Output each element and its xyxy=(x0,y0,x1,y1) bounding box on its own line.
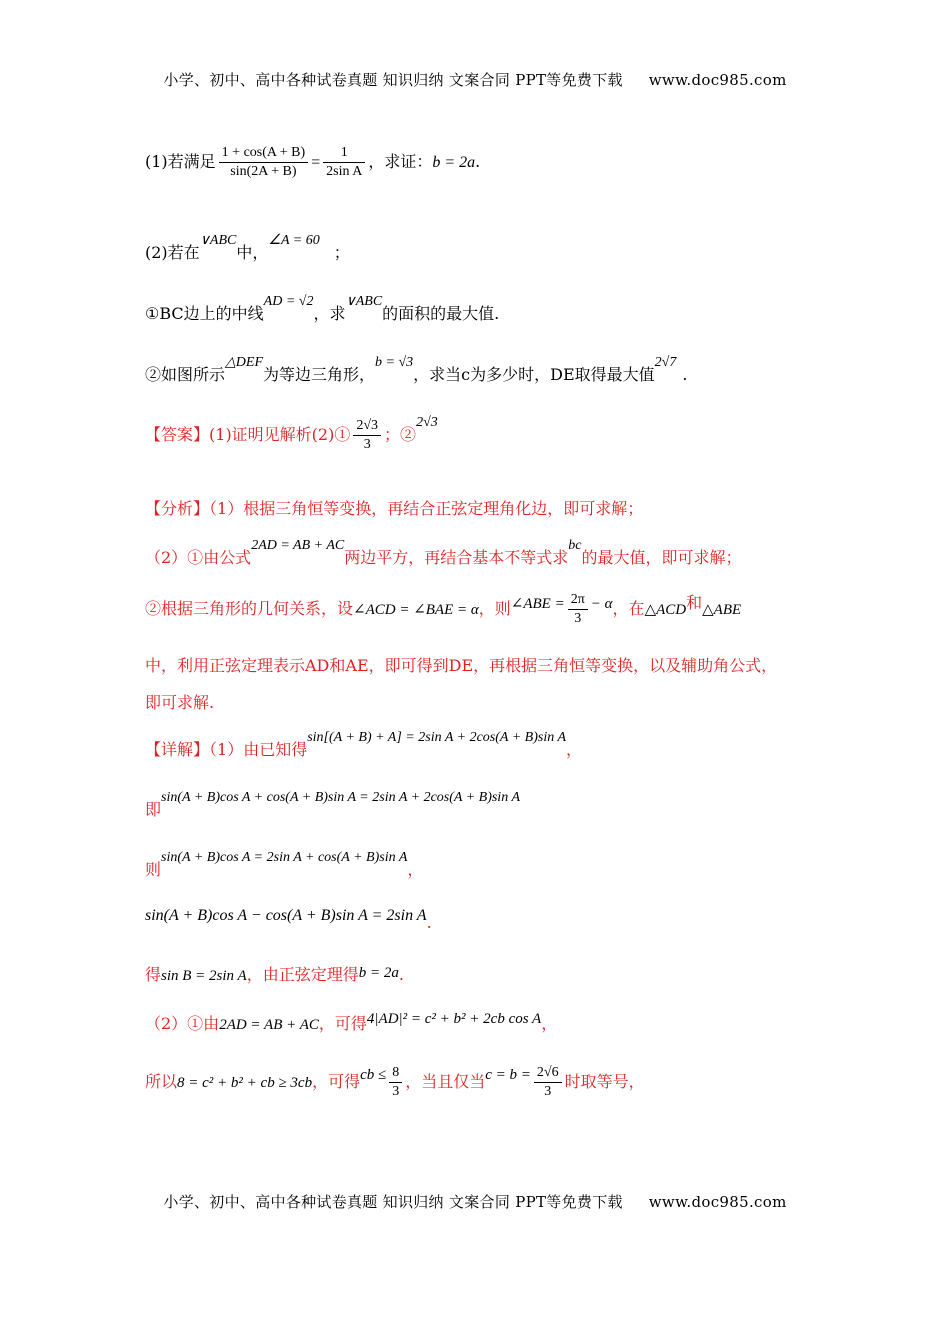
detail-line-1: 【详解】（1）由已知得sin[(A + B) + A] = 2sin A + 2cos(A + B)sin A， xyxy=(145,730,583,759)
answer-line: 【答案】(1)证明见解析(2)① $\frac{2√3}{3}$ ；②2√3 xyxy=(145,415,438,453)
detail-line-6: （2）①由2AD = AB + AC，可得4|AD|² = c² + b² + 2cb cos A， xyxy=(145,1011,558,1033)
detail-line-5: 得sin B = 2sin A，由正弦定理得b = 2a. xyxy=(145,965,404,984)
answer-tag: 【答案】 xyxy=(145,425,210,445)
page-footer xyxy=(0,1191,950,1212)
q2a-triangle: ∨ABC xyxy=(345,294,383,309)
analysis-tag: 【分析】 xyxy=(145,499,210,518)
footer-text: 小学、初中、高中各种试卷真题 知识归纳 文案合同 PPT等免费下载 xyxy=(163,1193,623,1211)
q2-triangle: ∨ABC xyxy=(199,233,237,248)
analysis-fraction: $\frac{2\pi}{3}$ xyxy=(568,592,588,627)
q1-rhs-fraction: $\frac{1}{\text{2sin A}}$ xyxy=(323,145,365,180)
detail-line-3: 则sin(A + B)cos A = 2sin A + cos(A + B)sin A， xyxy=(145,850,424,879)
page-header xyxy=(0,69,950,90)
header-text: 小学、初中、高中各种试卷真题 知识归纳 文案合同 PPT等免费下载 xyxy=(163,71,623,89)
question-2-part-1: ①BC边上的中线AD = √2，求∨ABC的面积的最大值. xyxy=(145,294,500,323)
q1-prefix: (1)若满足 xyxy=(145,152,216,172)
q1-claim: b = 2a xyxy=(432,154,476,172)
answer-fraction: $\frac{2√3}{3}$ xyxy=(353,418,381,453)
q2b-max-value: 2√7 xyxy=(654,355,677,370)
q2b-triangle: △DEF xyxy=(225,355,263,370)
analysis-line-2: （2）①由公式2AD = AB + AC两边平方，再结合基本不等式求bc的最大值，即可求解； xyxy=(145,538,742,567)
q2-angle: ∠A = 60 xyxy=(268,233,320,248)
header-site[interactable]: www.doc985.com xyxy=(648,71,787,89)
footer-site[interactable]: www.doc985.com xyxy=(648,1193,787,1211)
answer-value: 2√3 xyxy=(416,415,438,431)
detail-fraction-1: $\frac{8}{3}$ xyxy=(389,1065,402,1100)
q2a-expr: AD = √2 xyxy=(263,294,314,309)
detail-fraction-2: $\frac{2√6}{3}$ xyxy=(534,1065,562,1100)
question-2-part-2: ②如图所示△DEF为等边三角形，b = √3，求当c为多少时，DE取得最大值2√7. xyxy=(145,355,688,384)
q1-fraction: $\frac{1 + \cos(A + B)}{\sin(2A + B)}$ xyxy=(219,145,308,180)
analysis-line-5: 即可求解. xyxy=(145,693,215,712)
detail-line-4: sin(A + B)cos A − cos(A + B)sin A = 2sin A. xyxy=(145,907,432,932)
analysis-line-4: 中，利用正弦定理表示AD和AE，即可得到DE，再根据三角恒等变换，以及辅助角公式， xyxy=(145,656,778,675)
detail-tag: 【详解】 xyxy=(145,740,210,759)
analysis-line-1: 【分析】（1）根据三角恒等变换，再结合正弦定理角化边，即可求解； xyxy=(145,499,644,518)
analysis-line-3: ②根据三角形的几何关系，设∠ACD = ∠BAE = α，则∠ABE = $\frac{2\pi}{3}$ − α，在△ACD和△ABE xyxy=(145,592,742,627)
detail-line-2: 即sin(A + B)cos A + cos(A + B)sin A = 2sin A + 2cos(A + B)sin A xyxy=(145,790,520,819)
question-2: (2)若在∨ABC中，∠A = 60； xyxy=(145,233,350,262)
detail-line-7: 所以8 = c² + b² + cb ≥ 3cb，可得cb ≤ $\frac{8}{3}$ ，当且仅当c = b = $\frac{2√6}{3}$ 时取等号， xyxy=(145,1065,645,1100)
question-1: (1)若满足 $\frac{1 + \cos(A + B)}{\sin(2A + B)}$ = $\frac{1}{\text{2sin A}}$ ，求证：b = 2a. xyxy=(145,145,481,180)
q2b-expr: b = √3 xyxy=(375,355,414,370)
